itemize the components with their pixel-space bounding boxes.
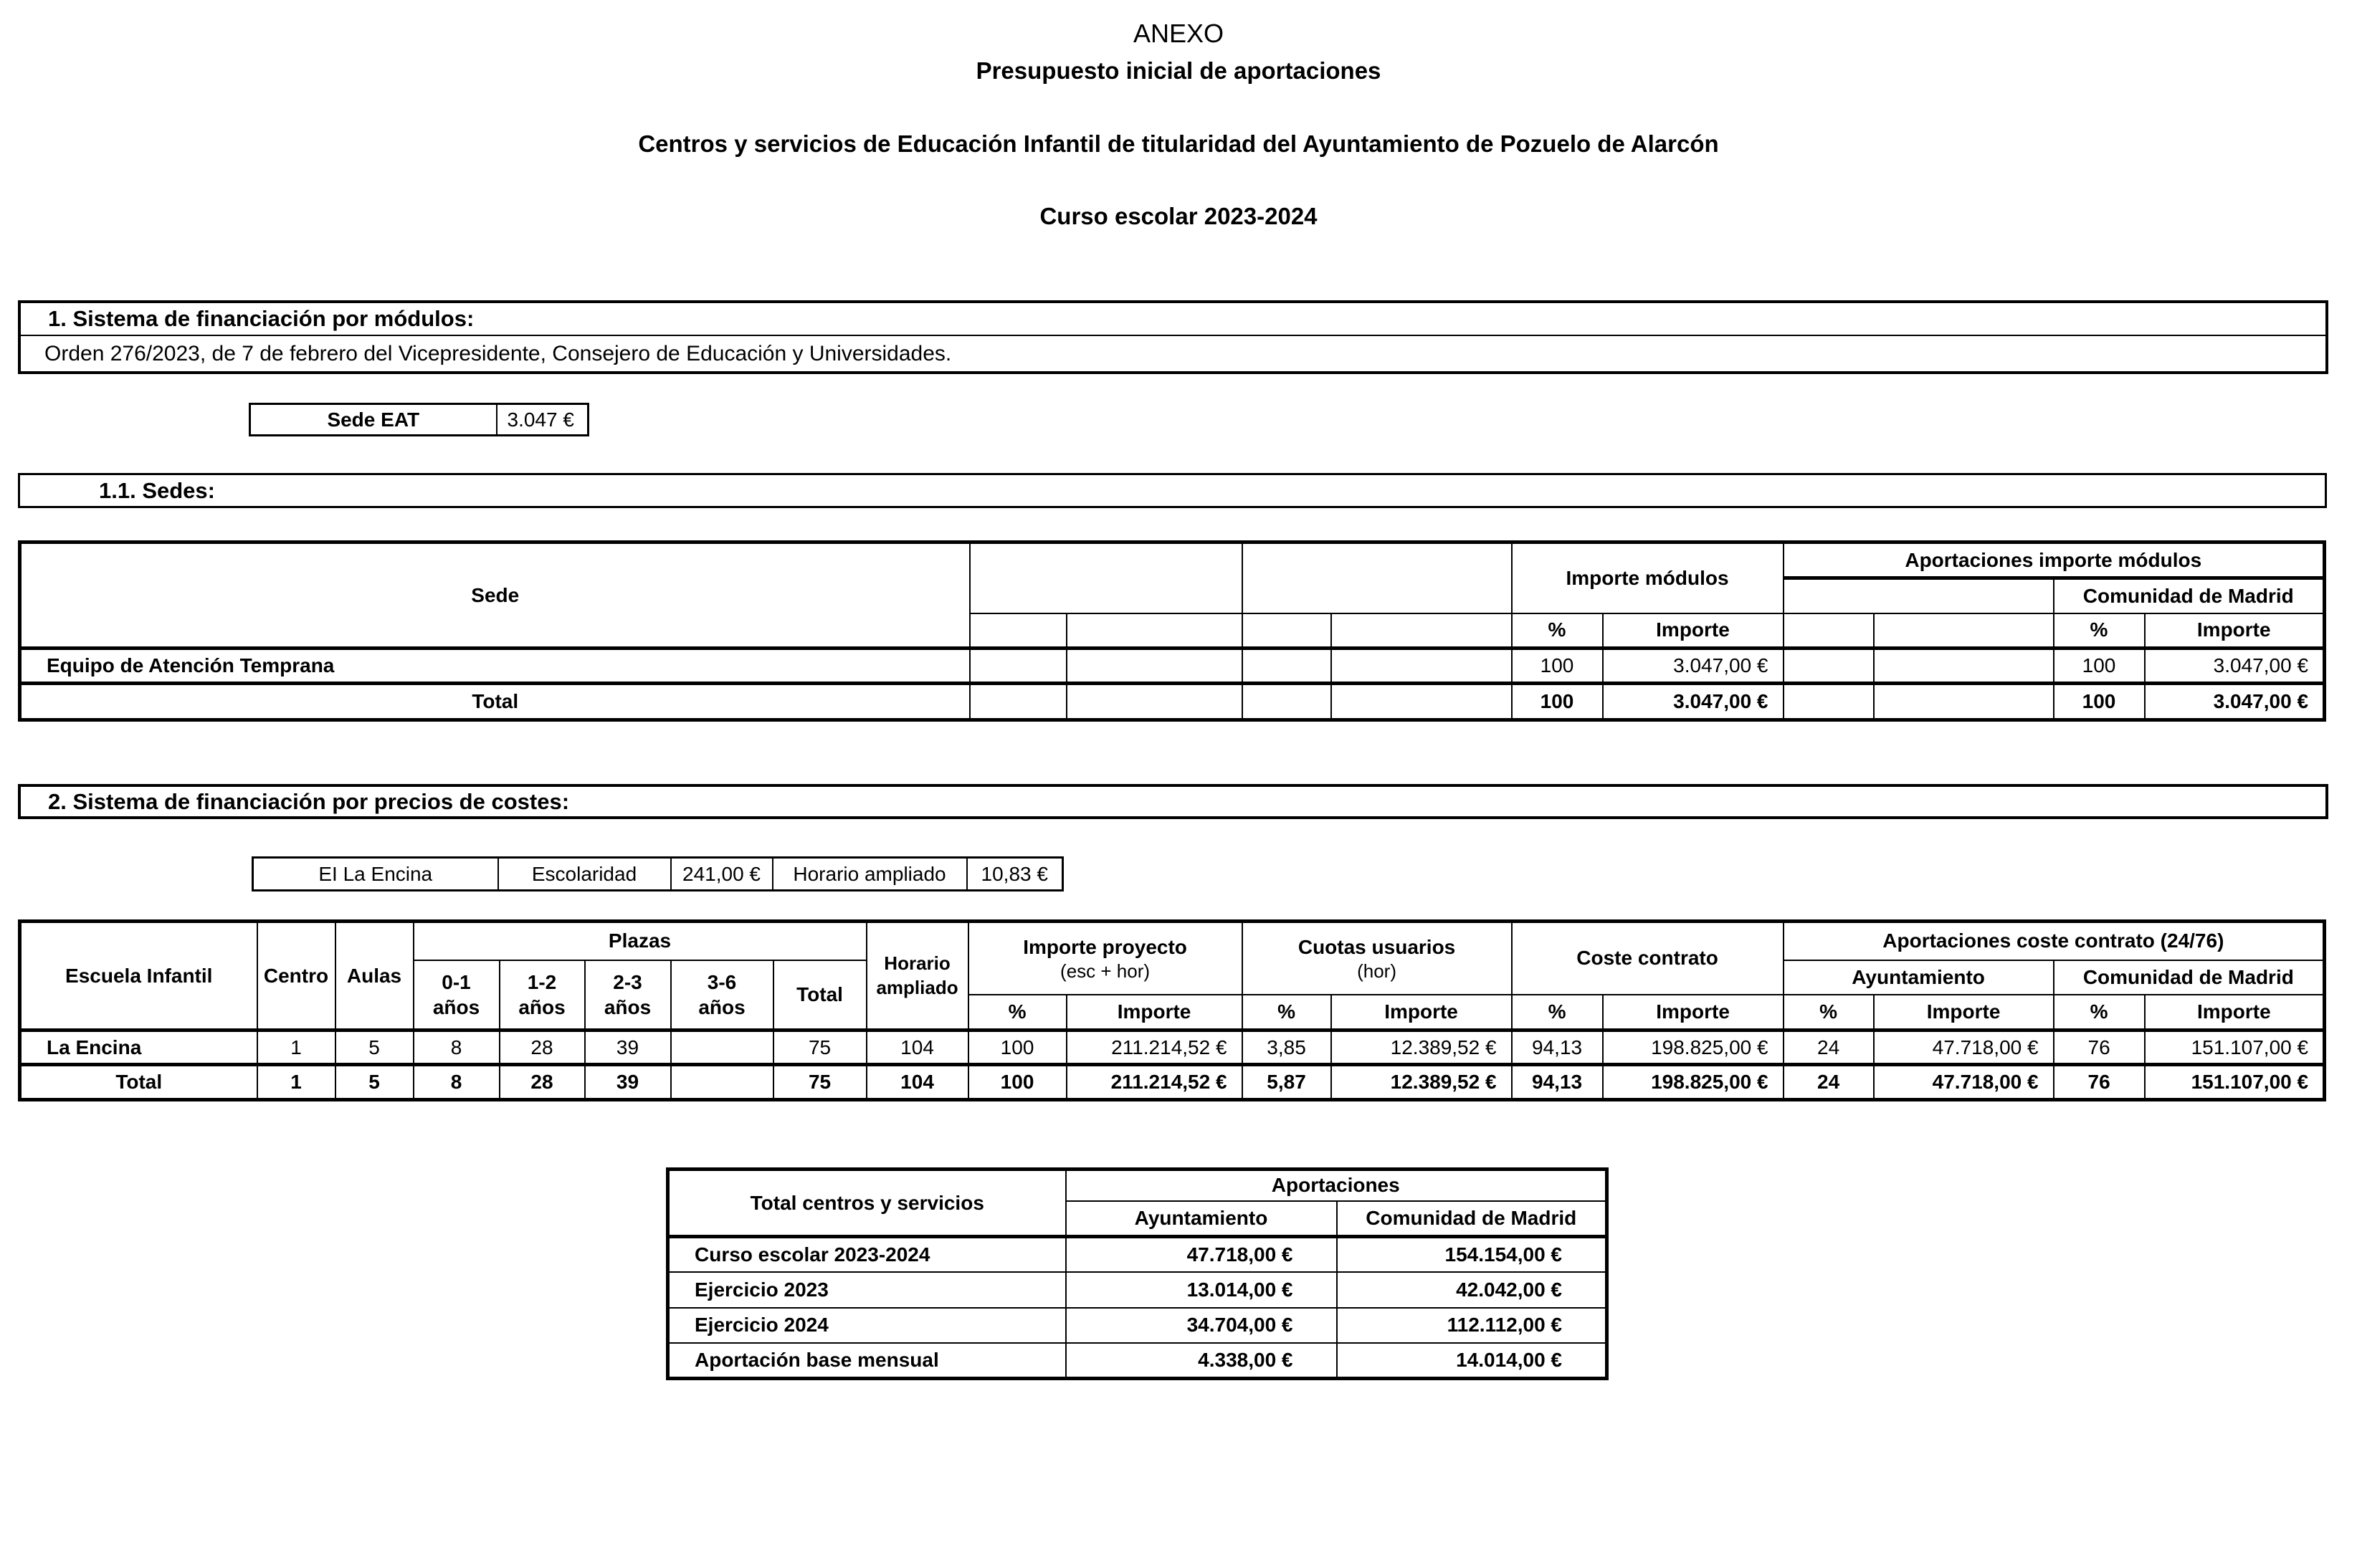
t3-row-label: Ejercicio 2024 [668, 1308, 1066, 1343]
t2-header-coste-contrato: Coste contrato [1512, 922, 1784, 995]
t3-row-ayto: 47.718,00 € [1066, 1237, 1337, 1272]
t2-total-cm-pct: 76 [2054, 1065, 2145, 1100]
t2-row-coste-importe: 198.825,00 € [1603, 1031, 1784, 1065]
empty-cell [1242, 613, 1331, 649]
t2-header-cuo-pct: % [1242, 995, 1331, 1031]
sedes-table [18, 540, 2326, 722]
t2-header-age-2-3-unit: años [604, 995, 652, 1018]
empty-cell [1331, 613, 1512, 649]
t2-total-cuo-importe: 12.389,52 € [1331, 1065, 1512, 1100]
t1-row-mod-importe: 3.047,00 € [1603, 649, 1784, 684]
t2-header-cuotas-line1: Cuotas usuarios [1297, 935, 1456, 958]
t2-row-cm-pct: 76 [2054, 1031, 2145, 1065]
t1-header-importe: Importe [1603, 613, 1784, 649]
escuela-infantil-table [18, 919, 2326, 1101]
t1-total-mod-pct: 100 [1512, 684, 1603, 720]
t2-header-aulas: Aulas [335, 922, 414, 1031]
t2-total-proy-pct: 100 [968, 1065, 1067, 1100]
t2-row-proy-pct: 100 [968, 1031, 1067, 1065]
t2-header-age-3-6-unit: años [698, 995, 746, 1018]
empty-cell [1784, 649, 1874, 684]
t3-row-cm: 14.014,00 € [1337, 1343, 1607, 1379]
empty-cell [1874, 613, 2054, 649]
t2-row-cm-importe: 151.107,00 € [2145, 1031, 2325, 1065]
t2-header-horario-line1: Horario [884, 952, 951, 974]
t2-row-cuo-importe: 12.389,52 € [1331, 1031, 1512, 1065]
t2-row-a36 [671, 1031, 773, 1065]
t3-row-label: Ejercicio 2023 [668, 1272, 1066, 1308]
t2-total-a23: 39 [585, 1065, 671, 1100]
t2-row-escuela: La Encina [20, 1031, 257, 1065]
t3-row-ayto: 13.014,00 € [1066, 1272, 1337, 1308]
empty-cell [1242, 649, 1331, 684]
t2-row-a12: 28 [500, 1031, 585, 1065]
empty-cell [1874, 649, 2054, 684]
t1-total-label: Total [20, 684, 970, 720]
t3-row-label: Curso escolar 2023-2024 [668, 1237, 1066, 1272]
t2-header-cuotas-line2: (hor) [1357, 960, 1396, 982]
page-subtitle: Presupuesto inicial de aportaciones [976, 57, 1381, 84]
t2-header-ayto-importe: Importe [1874, 995, 2054, 1031]
subsection-sedes-box [18, 473, 2327, 508]
totals-table [666, 1167, 1609, 1380]
t2-row-aulas: 5 [335, 1031, 414, 1065]
t2-header-age-0-1 [414, 960, 500, 1031]
t2-row-ayto-pct: 24 [1784, 1031, 1874, 1065]
t3-row-label: Aportación base mensual [668, 1343, 1066, 1379]
section1-heading: 1. Sistema de financiación por módulos: [48, 306, 475, 331]
empty-cell [970, 542, 1242, 613]
t2-row-centro: 1 [257, 1031, 335, 1065]
t2-total-horario: 104 [867, 1065, 968, 1100]
t2-total-coste-pct: 94,13 [1512, 1065, 1603, 1100]
t1-total-cm-pct: 100 [2054, 684, 2145, 720]
empty-cell [1331, 649, 1512, 684]
t2-row-total-plazas: 75 [773, 1031, 867, 1065]
t2-header-ayuntamiento: Ayuntamiento [1784, 960, 2054, 995]
t1-row-cm-pct: 100 [2054, 649, 2145, 684]
t2-header-cuotas [1242, 922, 1512, 995]
t2-header-horario-line2: ampliado [876, 976, 958, 998]
t2-header-age-1-2 [500, 960, 585, 1031]
t2-total-cm-importe: 151.107,00 € [2145, 1065, 2325, 1100]
t2-header-age-3-6-range: 3-6 [707, 970, 737, 993]
t2-header-age-1-2-range: 1-2 [527, 970, 557, 993]
t1-row-cm-importe: 3.047,00 € [2145, 649, 2325, 684]
sede-eat-value: 3.047 € [497, 404, 589, 436]
encina-horario-label: Horario ampliado [773, 858, 967, 891]
t2-row-horario: 104 [867, 1031, 968, 1065]
empty-cell [1784, 613, 1874, 649]
page-subtitle-entity: Centros y servicios de Educación Infantil de titularidad del Ayuntamiento de Pozuelo de Alarcón [638, 130, 1719, 157]
t2-header-proy-pct: % [968, 995, 1067, 1031]
t2-header-coste-pct: % [1512, 995, 1603, 1031]
t2-header-aportaciones: Aportaciones coste contrato (24/76) [1784, 922, 2325, 960]
section1-box [18, 300, 2328, 374]
t1-row-mod-pct: 100 [1512, 649, 1603, 684]
t2-row-a23: 39 [585, 1031, 671, 1065]
t1-header-pct: % [1512, 613, 1603, 649]
encina-prices-table [252, 856, 1064, 891]
t2-total-ayto-pct: 24 [1784, 1065, 1874, 1100]
empty-cell [1331, 684, 1512, 720]
t3-header-aportaciones: Aportaciones [1066, 1170, 1607, 1201]
t3-row-cm: 112.112,00 € [1337, 1308, 1607, 1343]
t2-header-proy-importe: Importe [1067, 995, 1242, 1031]
t2-row-a01: 8 [414, 1031, 500, 1065]
t2-header-centro: Centro [257, 922, 335, 1031]
t2-header-age-1-2-unit: años [518, 995, 566, 1018]
empty-cell [1784, 578, 2054, 613]
t2-header-cuo-importe: Importe [1331, 995, 1512, 1031]
t2-header-comunidad-madrid: Comunidad de Madrid [2054, 960, 2325, 995]
t2-total-ayto-importe: 47.718,00 € [1874, 1065, 2054, 1100]
t2-row-coste-pct: 94,13 [1512, 1031, 1603, 1065]
empty-cell [1242, 542, 1512, 613]
empty-cell [1874, 684, 2054, 720]
empty-cell [1242, 684, 1331, 720]
t2-total-label: Total [20, 1065, 257, 1100]
t3-header-label: Total centros y servicios [668, 1170, 1066, 1237]
t2-row-ayto-importe: 47.718,00 € [1874, 1031, 2054, 1065]
t3-row-ayto: 34.704,00 € [1066, 1308, 1337, 1343]
t2-header-cm-importe: Importe [2145, 995, 2325, 1031]
sede-eat-table [249, 403, 589, 436]
t2-row-proy-importe: 211.214,52 € [1067, 1031, 1242, 1065]
encina-escolaridad-value: 241,00 € [671, 858, 773, 891]
empty-cell [970, 649, 1067, 684]
t1-total-cm-importe: 3.047,00 € [2145, 684, 2325, 720]
t2-header-age-2-3-range: 2-3 [613, 970, 642, 993]
t1-row-sede: Equipo de Atención Temprana [20, 649, 970, 684]
t2-total-aulas: 5 [335, 1065, 414, 1100]
t2-total-centro: 1 [257, 1065, 335, 1100]
t1-header-aportaciones: Aportaciones importe módulos [1784, 542, 2325, 578]
t1-header-importe-cm: Importe [2145, 613, 2325, 649]
empty-cell [1784, 684, 1874, 720]
t2-header-plazas: Plazas [414, 922, 867, 960]
t2-header-age-3-6 [671, 960, 773, 1031]
page-subtitle-course: Curso escolar 2023-2024 [1039, 203, 1318, 229]
empty-cell [970, 684, 1067, 720]
t3-header-comunidad-madrid: Comunidad de Madrid [1337, 1201, 1607, 1237]
t2-header-importe-proyecto-line1: Importe proyecto [1023, 935, 1187, 958]
section1-order-text: Orden 276/2023, de 7 de febrero del Vicepresidente, Consejero de Educación y Universidades. [44, 341, 952, 365]
t2-total-a12: 28 [500, 1065, 585, 1100]
t3-row-cm: 154.154,00 € [1337, 1237, 1607, 1272]
page-title: ANEXO [1133, 19, 1224, 48]
encina-horario-value: 10,83 € [967, 858, 1063, 891]
t2-total-a36 [671, 1065, 773, 1100]
empty-cell [1067, 613, 1242, 649]
encina-centro-label: EI La Encina [253, 858, 498, 891]
t3-row-cm: 42.042,00 € [1337, 1272, 1607, 1308]
t2-total-plazas: 75 [773, 1065, 867, 1100]
empty-cell [970, 613, 1067, 649]
t1-header-sede: Sede [20, 542, 970, 649]
t2-header-coste-importe: Importe [1603, 995, 1784, 1031]
subsection-sedes-heading: 1.1. Sedes: [99, 477, 215, 503]
t3-header-ayuntamiento: Ayuntamiento [1066, 1201, 1337, 1237]
t2-header-plazas-total: Total [773, 960, 867, 1031]
t2-header-importe-proyecto [968, 922, 1242, 995]
encina-escolaridad-label: Escolaridad [498, 858, 671, 891]
t2-row-cuo-pct: 3,85 [1242, 1031, 1331, 1065]
t2-total-proy-importe: 211.214,52 € [1067, 1065, 1242, 1100]
t1-header-pct-cm: % [2054, 613, 2145, 649]
t2-header-ayto-pct: % [1784, 995, 1874, 1031]
t2-header-escuela: Escuela Infantil [20, 922, 257, 1031]
t2-total-cuo-pct: 5,87 [1242, 1065, 1331, 1100]
t2-header-age-2-3 [585, 960, 671, 1031]
t2-total-coste-importe: 198.825,00 € [1603, 1065, 1784, 1100]
t2-header-age-0-1-unit: años [432, 995, 480, 1018]
empty-cell [1067, 684, 1242, 720]
t2-header-age-0-1-range: 0-1 [442, 970, 471, 993]
t2-total-a01: 8 [414, 1065, 500, 1100]
t2-header-cm-pct: % [2054, 995, 2145, 1031]
section2-heading: 2. Sistema de financiación por precios de costes: [48, 788, 570, 814]
t1-header-comunidad-madrid: Comunidad de Madrid [2054, 578, 2325, 613]
empty-cell [1067, 649, 1242, 684]
t3-row-ayto: 4.338,00 € [1066, 1343, 1337, 1379]
t1-header-importe-modulos: Importe módulos [1512, 542, 1784, 613]
t1-total-mod-importe: 3.047,00 € [1603, 684, 1784, 720]
sede-eat-label: Sede EAT [250, 404, 497, 436]
section2-box [18, 784, 2328, 819]
t2-header-importe-proyecto-line2: (esc + hor) [1060, 960, 1151, 982]
t2-header-horario [867, 922, 968, 1031]
